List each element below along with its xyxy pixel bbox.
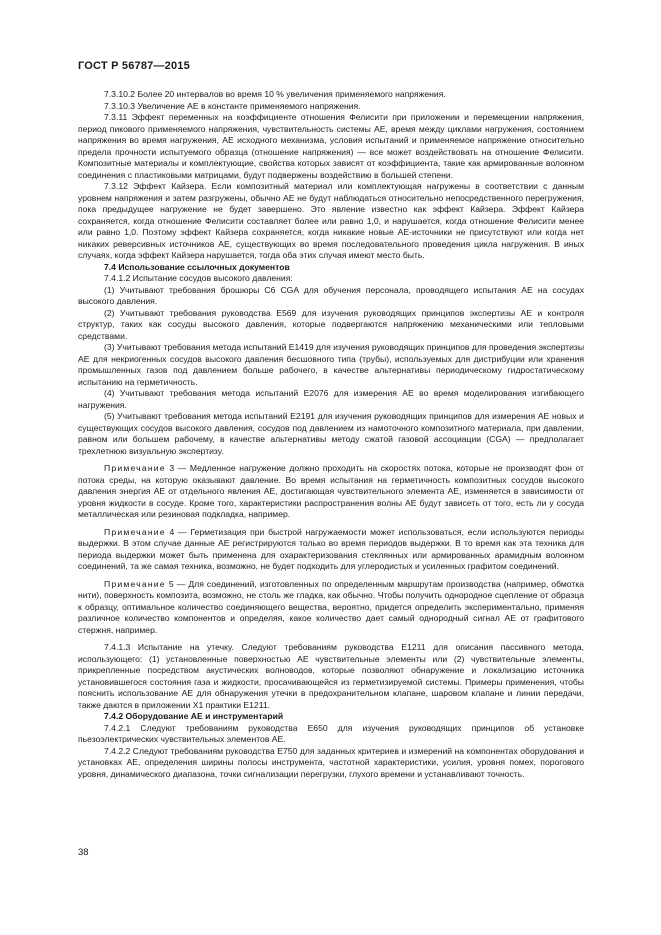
paragraph — [78, 181, 584, 262]
document-body — [78, 89, 584, 780]
paragraph-text: 7.3.11 Эффект переменных на коэффициенте отношения Фелисити при приложении и перемещении напряжения, период пикового применяемого напряжения, чувствительность системы АЕ, время между циклами нагружения, состоянием напряжения во время нагружения, АЕ исходного механизма, условия испытаний и применяемое напряжение относительно предела прочности испытуемого образца (отношение напряжения) — все может воздействовать на отношение Фелисити. Композитные материалы и комплектующие, свойства которых зависят от коэффициента, такие как армированные волокном соединения с пластиковыми матрицами, будут подвержены воздействию в большей степени. — [78, 112, 584, 180]
paragraph — [78, 89, 584, 101]
paragraph — [78, 411, 584, 457]
standard-header: ГОСТ Р 56787—2015 — [78, 60, 190, 72]
paragraph-text: 7.4.2 Оборудование АЕ и инструментарий — [104, 711, 284, 721]
paragraph-text: (4) Учитывают требования метода испытаний Е2076 для измерения АЕ во время моделирования изгибающего нагружения. — [78, 388, 584, 410]
page-number: 38 — [78, 847, 89, 858]
paragraph-text: (2) Учитывают требования руководства Е569 для изучения руководящих принципов экспертизы АЕ и контроля структур, таких как сосуды высокого давления, которые подвергаются напряжению механическими или тепловыми средствами. — [78, 307, 584, 341]
paragraph-text: 7.3.10.2 Более 20 интервалов во время 10 % увеличения применяемого напряжения. — [104, 89, 446, 99]
paragraph-text: (3) Учитывают требования метода испытаний Е1419 для изучения руководящих принципов для проведения экспертизы АЕ для некриогенных сосудов высокого давления бесшовного типа (трубы), используемых для дистрибуции или хранения промышленных газов под давлением больше рабочего, в качестве альтернативы периодическому гидростатическому испытанию на герметичность. — [78, 342, 585, 387]
paragraph-text: 5 — Для соединений, изготовленных по определенным маршрутам производства (например, обмотка нити), поверхность композита, возможно, не столь же гладка, как обычно. Чтобы получить однородное сцепление от образца к образцу, оптимальное количество соединяющего вещества, вероятно, придется определить экспериментально, применяя различное количество компонентов и определяя, какое количество дает самый однородный сигнал АЕ от графитового стержня, например. — [78, 578, 584, 635]
paragraph-text: 7.3.12 Эффект Кайзера. Если композитный материал или комплектующая нагружены в соответствии с данным уровнем напряжения и затем разгружены, обычно АЕ не будут наблюдаться относительно непосредственного перегружения, пока предыдущее нагружение не будет завершено. Это явление известно как эффект Кайзера. Эффект Кайзера сохраняется, когда отношение Фелисити составляет более или равно 1,0, и нарушается, когда отношение Фелисити менее или равно 1,0. Поэтому эффект Кайзера сохраняется, когда никакие новые АЕ-источники не присутствуют или когда нет никаких реверсивных источников АЕ, существующих во время последовательного проведения цикла нагружения. В иных случаях, когда эффект Кайзера нарушается, тогда оба этих случая имеют место быть. — [78, 181, 584, 260]
paragraph — [78, 746, 584, 781]
paragraph-text: (1) Учитывают требования брошюры С6 CGA для обучения персонала, проводящего испытания АЕ на сосудах высокого давления. — [78, 284, 584, 306]
paragraph — [78, 273, 584, 285]
section-heading — [78, 262, 584, 274]
section-heading — [78, 711, 584, 723]
paragraph-text: 4 — Герметизация при быстрой нагружаемости может использоваться, если используются периоды выдержки. В этом случае данные АЕ регистрируются только во время периодов выдержки. В то время как эта техника для периода выдержки может быть применена для охарактеризования стеклянных или армированных арамидным волокном соединений, та же самая техника, возможно, не будет подходить для углеродистых и усиленных графитом соединений. — [78, 526, 584, 571]
note-label: Примечание — [104, 526, 166, 537]
paragraph — [78, 723, 584, 746]
note-paragraph — [78, 463, 584, 521]
note-label: Примечание — [104, 463, 166, 473]
paragraph-text: 7.4.2.2 Следуют требованиям руководства Е750 для заданных критериев и измерений на компонентах оборудования и установках АЕ, определения ширины полосы инструмента, частотной характеристики, усилия, уровня помех, порогового уровня, динамического диапазона, точки сигнализации перегрузки, глухого времени и устанавливают точность. — [78, 745, 584, 779]
paragraph-text: 7.4.2.1 Следуют требованиям руководства Е650 для изучения руководящих принципов об установке пьезоэлектрических чувствительных элементов АЕ. — [78, 722, 584, 744]
paragraph-text: 7.4.1.2 Испытание сосудов высокого давления: — [104, 273, 293, 283]
paragraph-text: 7.3.10.3 Увеличение АЕ в константе применяемого напряжения. — [104, 100, 361, 111]
paragraph — [78, 642, 584, 711]
paragraph-text: 7.4.1.3 Испытание на утечку. Следуют требованиям руководства Е1211 для описания пассивного метода, использующего: (1) установленные поверхностью АЕ чувствительные элементы или (2) чувствительные элементы, прикрепленные посредством акустических волноводов, которые позволяют обнаружение и локализацию источника установившегося состояния газа и жидкости, просачивающейся из герметизируемой системы. Примеры применения, чтобы пояснить использование АЕ для обнаружения утечки в предохранительном клапане, шаровом клапане и линии передачи, также даются в приложении Х1 практики Е1211. — [78, 642, 584, 710]
paragraph — [78, 101, 584, 113]
paragraph — [78, 388, 584, 411]
note-label: Примечание — [104, 578, 166, 589]
paragraph — [78, 112, 584, 181]
paragraph-text: (5) Учитывают требования метода испытаний Е2191 для изучения руководящих принципов для измерения АЕ новых и существующих сосудов высокого давления, сосудов под давлением из намоточного композитного материала, при давлении, равном или большем рабочему, в качестве альтернативы методу сжатой газовой ассоциации (CGA) — предполагает трехлетнюю визуальную экспертизу. — [78, 411, 584, 456]
paragraph — [78, 342, 584, 388]
paragraph — [78, 285, 584, 308]
paragraph — [78, 308, 584, 343]
note-paragraph — [78, 579, 584, 637]
paragraph-text: 7.4 Использование ссылочных документов — [104, 261, 290, 272]
paragraph-text: 3 — Медленное нагружение должно проходить на скоростях потока, которые не производят фон от потока среды, на которую оказывают давление. Во время испытания на герметичность композитных сосудов высокого давления энергия АЕ от отдельного явления АЕ, достигающая чувствительного элемента АЕ, изменяется в зависимости от уровня жидкости в сосуде. Кроме того, характеристики распространения волны АЕ будут зависеть от того, есть ли у сосуда металлическая или резиновая подкладка, например. — [78, 463, 584, 519]
note-paragraph — [78, 527, 584, 573]
